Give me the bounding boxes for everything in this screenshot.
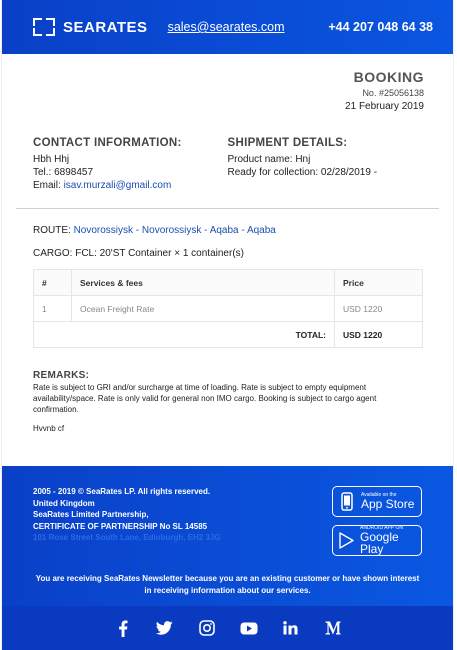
route-value: Novorossiysk - Novorossiysk - Aqaba - Aqaba <box>73 225 276 236</box>
table-total-row <box>34 322 423 348</box>
medium-icon[interactable] <box>322 618 344 638</box>
header-phone[interactable]: +44 207 048 64 38 <box>328 20 433 34</box>
booking-number: No. #25056138 <box>362 88 424 98</box>
column-header-price: Price <box>335 270 423 296</box>
logo-mark-icon <box>33 18 55 36</box>
contact-name: Hbh Hhj <box>33 154 70 165</box>
google-play-label: Google Play <box>360 530 399 556</box>
brand-name: SEARATES <box>63 18 148 36</box>
footer-partnership: SeaRates Limited Partnership, <box>33 510 149 519</box>
remarks-text: Rate is subject to GRI and/or surcharge at time of loading. Rate is subject to empty equipment availability/space. Rate is only valid for general non IMO cargo. Booking is subject to cargo agent confirmation. <box>33 383 377 414</box>
contact-email-line <box>33 179 228 192</box>
remarks-block <box>2 348 453 433</box>
contact-email-link[interactable]: isav.murzali@gmail.com <box>63 180 172 191</box>
total-value: USD 1220 <box>335 322 423 348</box>
shipment-details <box>228 137 423 192</box>
table-header-row <box>34 270 423 296</box>
header-bar <box>2 0 453 54</box>
instagram-icon[interactable] <box>196 618 218 638</box>
footer-company-info <box>33 486 293 556</box>
facebook-icon[interactable] <box>112 618 134 638</box>
google-play-small-label: ANDROID APP ON <box>360 525 403 531</box>
linkedin-icon[interactable] <box>280 618 302 638</box>
footer-country: United Kingdom <box>33 498 95 508</box>
youtube-icon[interactable] <box>238 618 260 638</box>
fees-table <box>33 269 423 348</box>
info-row <box>2 112 453 192</box>
app-store-button[interactable] <box>332 486 422 517</box>
footer <box>2 466 453 650</box>
shipment-title: SHIPMENT DETAILS: <box>227 137 348 149</box>
booking-title: BOOKING <box>353 69 424 85</box>
contact-email-label: Email: <box>33 180 64 191</box>
total-label: TOTAL: <box>34 322 335 348</box>
shipment-ready: Ready for collection: 02/28/2019 - <box>227 167 378 178</box>
searates-logo[interactable] <box>33 18 148 36</box>
row-service: Ocean Freight Rate <box>72 296 335 322</box>
cargo-line: CARGO: FCL: 20'ST Container × 1 container(s) <box>33 248 244 259</box>
table-row <box>34 296 423 322</box>
footer-top <box>2 466 453 556</box>
booking-date: 21 February 2019 <box>345 101 424 112</box>
row-number: 1 <box>34 296 72 322</box>
google-play-button[interactable] <box>332 525 422 556</box>
app-store-badges <box>332 486 422 556</box>
remarks-title: REMARKS: <box>33 370 90 381</box>
footer-copyright: 2005 - 2019 © SeaRates LP. All rights reserved. <box>33 487 211 496</box>
email-body <box>2 0 453 650</box>
contact-tel: Tel.: 6898457 <box>33 167 94 178</box>
footer-address: 101 Rose Street South Lane, Edinburgh, EH2 3JG <box>33 533 221 542</box>
remarks-note: Hvvnb cf <box>33 424 65 433</box>
app-store-small-label: Available on the <box>361 492 397 498</box>
row-price: USD 1220 <box>335 296 423 322</box>
header-email-link[interactable]: sales@searates.com <box>167 20 285 34</box>
footer-certificate: CERTIFICATE OF PARTNERSHIP No SL 14585 <box>33 521 208 531</box>
social-links <box>2 606 453 650</box>
app-store-label: App Store <box>361 497 415 511</box>
contact-title: CONTACT INFORMATION: <box>33 137 182 149</box>
column-header-number: # <box>34 270 72 296</box>
phone-icon <box>339 492 355 512</box>
shipment-product: Product name: Hnj <box>227 154 311 165</box>
play-icon <box>339 531 354 551</box>
route-line <box>2 209 453 236</box>
newsletter-notice: You are receiving SeaRates Newsletter because you are an existing customer or have shown interest in receiving information about our services. <box>35 574 420 595</box>
twitter-icon[interactable] <box>154 618 176 638</box>
column-header-services: Services & fees <box>72 270 335 296</box>
contact-information <box>33 137 228 192</box>
route-label: ROUTE: <box>33 225 74 236</box>
booking-block <box>2 54 453 112</box>
